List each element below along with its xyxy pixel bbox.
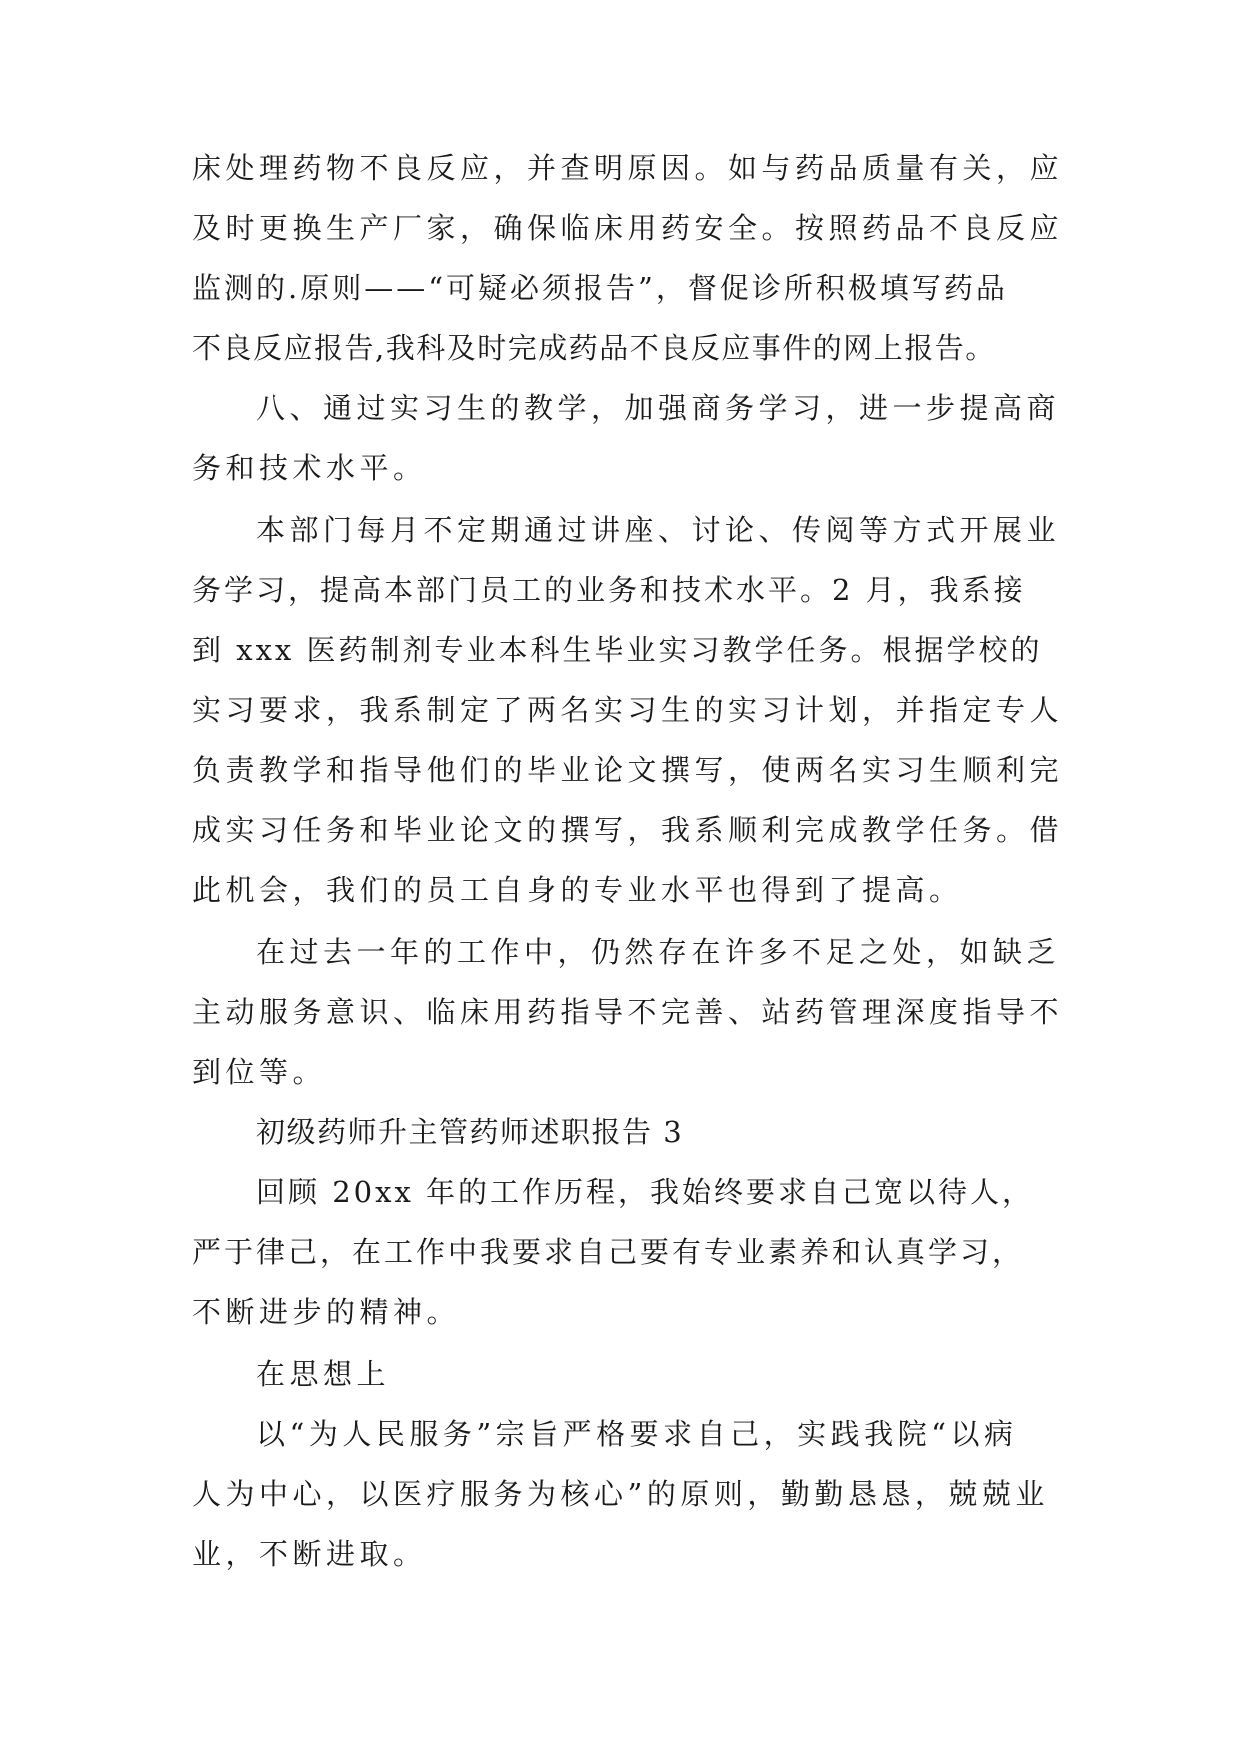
subsection-heading: 在思想上 [256,1357,391,1391]
body-line: 业，不断进取。 [192,1537,427,1571]
body-line: 床处理药物不良反应，并查明原因。如与药品质量有关，应 [192,151,1064,185]
paragraph-start-line: 以“为人民服务”宗旨严格要求自己，实践我院“以病 [256,1417,1018,1451]
body-line: 主动服务意识、临床用药指导不完善、站药管理深度指导不 [192,995,1064,1029]
body-line: 及时更换生产厂家，确保临床用药安全。按照药品不良反应 [192,211,1064,245]
body-line: 务和技术水平。 [192,451,427,485]
body-line: 人为中心，以医疗服务为核心”的原则，勤勤恳恳，兢兢业 [192,1477,1049,1511]
paragraph-start-line: 在过去一年的工作中，仍然存在许多不足之处，如缺乏 [256,935,1061,969]
body-line: 到 xxx 医药制剂专业本科生毕业实习教学任务。根据学校的 [192,633,1043,667]
body-line: 此机会，我们的员工自身的专业水平也得到了提高。 [192,873,963,907]
body-line: 负责教学和指导他们的毕业论文撰写，使两名实习生顺利完 [192,753,1064,787]
paragraph-start-line: 回顾 20xx 年的工作历程，我始终要求自己宽以待人， [256,1175,1035,1209]
paragraph-start-line: 八、通过实习生的教学，加强商务学习，进一步提高商 [256,391,1061,425]
body-line: 实习要求，我系制定了两名实习生的实习计划，并指定专人 [192,693,1064,727]
paragraph-start-line: 本部门每月不定期通过讲座、讨论、传阅等方式开展业 [256,513,1061,547]
body-line: 监测的.原则——“可疑必须报告”，督促诊所积极填写药品 [192,271,1008,305]
body-line: 到位等。 [192,1055,327,1089]
section-heading: 初级药师升主管药师述职报告 3 [256,1115,684,1149]
body-line: 务学习，提高本部门员工的业务和技术水平。2 月，我系接 [192,573,1026,607]
body-line: 成实习任务和毕业论文的撰写，我系顺利完成教学任务。借 [192,813,1064,847]
body-line: 不良反应报告,我科及时完成药品不良反应事件的网上报告。 [192,331,996,365]
body-line: 不断进步的精神。 [192,1295,461,1329]
body-line: 严于律己，在工作中我要求自己要有专业素养和认真学习， [192,1235,1025,1269]
